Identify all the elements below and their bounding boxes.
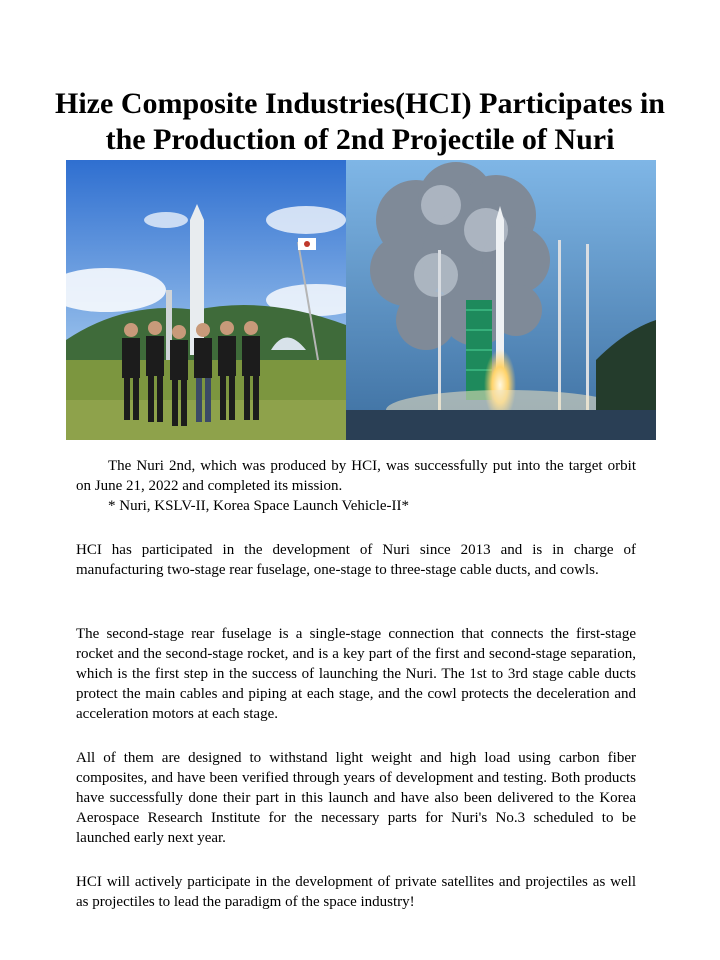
article-title: [20, 86, 700, 158]
team-photo: [66, 160, 346, 440]
paragraph-future: HCI will actively participate in the development of private satellites and projectiles as well as projectiles to lead the paradigm of the space industry!: [76, 874, 636, 910]
intro-paragraph: [76, 456, 636, 516]
intro-text: The Nuri 2nd, which was produced by HCI, was successfully put into the target orbit on June 21, 2022 and completed its mission.: [76, 458, 636, 494]
title-line-1: Hize Composite Industries(HCI) Participates in: [55, 87, 665, 120]
nuri-note: * Nuri, KSLV-II, Korea Space Launch Vehicle-II*: [108, 498, 410, 514]
paragraph-components: The second-stage rear fuselage is a single-stage connection that connects the first-stage rocket and the second-stage rocket, and is a key part of the first and second-stage separation, which is the first step in the success of launching the Nuri. The 1st to 3rd stage cable ducts protect the main cables and piping at each stage, and the cowl protects the deceleration and acceleration motors at each stage.: [76, 626, 636, 722]
paragraph-development: HCI has participated in the development of Nuri since 2013 and is in charge of manufacturing two-stage rear fuselage, one-stage to three-stage cable ducts, and cowls.: [76, 542, 636, 578]
paragraph-materials: All of them are designed to withstand light weight and high load using carbon fiber composites, and have been verified through years of development and testing. Both products have successfully done their part in this launch and have also been delivered to the Korea Aerospace Research Institute for the necessary parts for Nuri's No.3 scheduled to be launched early next year.: [76, 750, 636, 846]
title-line-2: the Production of 2nd Projectile of Nuri: [105, 123, 615, 156]
launch-photo: [346, 160, 656, 440]
